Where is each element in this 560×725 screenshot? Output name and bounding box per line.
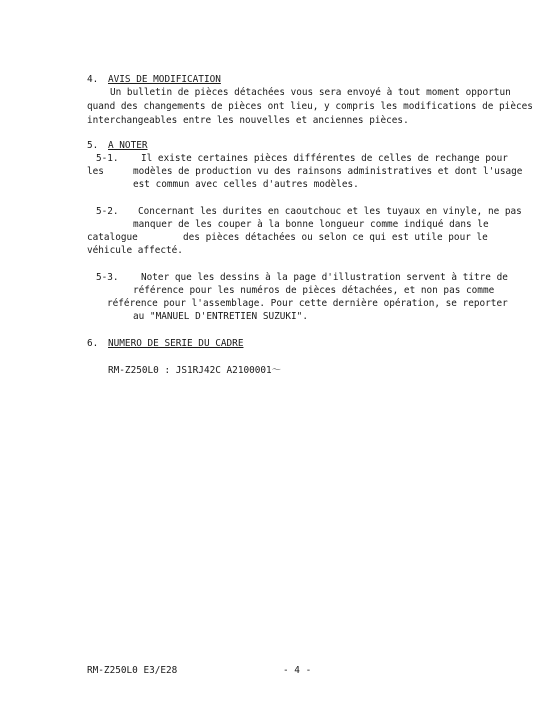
item-5-1-line-3: est commun avec celles d'autres modèles. <box>133 179 359 190</box>
item-5-3-marker: 5-3. <box>96 272 119 283</box>
section-4-line-1: Un bulletin de pièces détachées vous sera envoyé à tout moment opportun <box>110 87 511 98</box>
item-5-3-line-4: au "MANUEL D'ENTRETIEN SUZUKI". <box>133 311 308 322</box>
section-4-line-2: quand des changements de pièces ont lieu, y compris les modifications de pièces <box>87 101 533 112</box>
item-5-2-lead: catalogue <box>87 232 138 243</box>
item-5-1-lead: les <box>87 166 104 177</box>
section-5-heading: A NOTER <box>108 140 148 151</box>
section-6-number: 6. <box>87 338 99 349</box>
section-5-number: 5. <box>87 140 99 151</box>
section-4-heading: AVIS DE MODIFICATION <box>108 74 221 85</box>
item-5-1-line-2: modèles de production vu des rainsons administratives et dont l'usage <box>133 166 523 177</box>
item-5-2-line-1: Concernant les durites en caoutchouc et les tuyaux en vinyle, ne pas <box>138 206 522 217</box>
item-5-2-marker: 5-2. <box>96 206 119 217</box>
section-4-line-3: interchangeables entre les nouvelles et anciennes pièces. <box>87 115 409 126</box>
item-5-1-line-1: Il existe certaines pièces différentes de celles de rechange pour <box>141 153 508 164</box>
section-4-number: 4. <box>87 74 99 85</box>
page-number: - 4 - <box>283 665 312 676</box>
section-6-heading: NUMERO DE SERIE DU CADRE <box>108 338 244 349</box>
item-5-1-marker: 5-1. <box>96 153 119 164</box>
item-5-3-line-1: Noter que les dessins à la page d'illustration servent à titre de <box>141 272 508 283</box>
footer-model: RM-Z250L0 E3/E28 <box>87 665 178 676</box>
item-5-3-line-3: référence pour l'assemblage. Pour cette dernière opération, se reporter <box>107 298 508 309</box>
item-5-2-line-2: manquer de les couper à la bonne longueur comme indiqué dans le <box>133 219 489 230</box>
item-5-2-line-4: véhicule affecté. <box>87 245 183 256</box>
item-5-3-line-2: référence pour les numéros de pièces détachées, et non pas comme <box>133 285 495 296</box>
frame-serial-number: RM-Z250L0 : JS1RJ42C A2100001～ <box>108 365 282 376</box>
item-5-2-line-3: des pièces détachées ou selon ce qui est utile pour le <box>183 232 488 243</box>
